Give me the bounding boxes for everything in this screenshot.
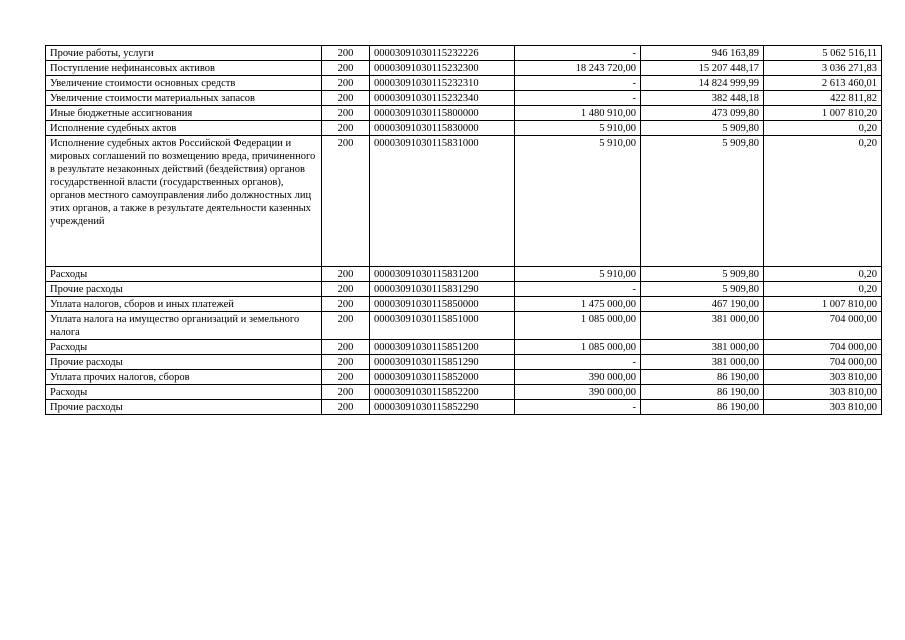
row-line-code: 200	[322, 355, 370, 370]
row-unexecuted: 0,20	[764, 282, 882, 297]
row-budget-code: 00003091030115851290	[370, 355, 515, 370]
table-row	[46, 136, 882, 267]
row-name: Уплата налога на имущество организаций и земельного налога	[46, 312, 322, 340]
row-executed: 381 000,00	[641, 355, 764, 370]
row-line-code: 200	[322, 297, 370, 312]
row-executed: 5 909,80	[641, 121, 764, 136]
row-name: Расходы	[46, 385, 322, 400]
row-unexecuted: 1 007 810,00	[764, 297, 882, 312]
row-executed: 86 190,00	[641, 385, 764, 400]
row-unexecuted: 303 810,00	[764, 370, 882, 385]
row-executed: 381 000,00	[641, 312, 764, 340]
row-budget-code: 00003091030115852200	[370, 385, 515, 400]
row-name: Прочие расходы	[46, 355, 322, 370]
table-row	[46, 355, 882, 370]
row-executed: 946 163,89	[641, 46, 764, 61]
row-name: Исполнение судебных актов Российской Федерации и мировых соглашений по возмещению вреда, причиненного в результате незаконных действий (бездействия) органов государственной власти (государственных органов), органов местного самоуправления либо должностных лиц этих органов, а также в результате деятельности казенных учреждений	[46, 136, 322, 267]
row-name: Прочие расходы	[46, 282, 322, 297]
row-budget-code: 00003091030115800000	[370, 106, 515, 121]
row-approved: 1 085 000,00	[515, 312, 641, 340]
table-row	[46, 312, 882, 340]
row-executed: 5 909,80	[641, 267, 764, 282]
row-executed: 15 207 448,17	[641, 61, 764, 76]
row-line-code: 200	[322, 121, 370, 136]
row-approved: 390 000,00	[515, 370, 641, 385]
row-unexecuted: 1 007 810,20	[764, 106, 882, 121]
row-line-code: 200	[322, 106, 370, 121]
row-line-code: 200	[322, 370, 370, 385]
row-budget-code: 00003091030115831200	[370, 267, 515, 282]
row-line-code: 200	[322, 76, 370, 91]
row-approved: -	[515, 282, 641, 297]
row-budget-code: 00003091030115852290	[370, 400, 515, 415]
table-body	[46, 46, 882, 415]
table-row	[46, 370, 882, 385]
row-budget-code: 00003091030115232226	[370, 46, 515, 61]
row-name: Расходы	[46, 267, 322, 282]
table-row	[46, 400, 882, 415]
table-row	[46, 106, 882, 121]
row-unexecuted: 2 613 460,01	[764, 76, 882, 91]
row-name: Прочие расходы	[46, 400, 322, 415]
row-name: Увеличение стоимости материальных запасов	[46, 91, 322, 106]
row-name: Поступление нефинансовых активов	[46, 61, 322, 76]
table-row	[46, 76, 882, 91]
row-line-code: 200	[322, 61, 370, 76]
row-line-code: 200	[322, 267, 370, 282]
row-executed: 86 190,00	[641, 370, 764, 385]
row-budget-code: 00003091030115232300	[370, 61, 515, 76]
row-approved: -	[515, 355, 641, 370]
row-executed: 381 000,00	[641, 340, 764, 355]
row-approved: 390 000,00	[515, 385, 641, 400]
row-name: Уплата прочих налогов, сборов	[46, 370, 322, 385]
table-row	[46, 282, 882, 297]
row-unexecuted: 303 810,00	[764, 385, 882, 400]
table-row	[46, 297, 882, 312]
row-executed: 86 190,00	[641, 400, 764, 415]
row-line-code: 200	[322, 136, 370, 267]
row-name: Уплата налогов, сборов и иных платежей	[46, 297, 322, 312]
table-row	[46, 61, 882, 76]
row-line-code: 200	[322, 400, 370, 415]
row-executed: 382 448,18	[641, 91, 764, 106]
row-budget-code: 00003091030115831000	[370, 136, 515, 267]
row-approved: -	[515, 400, 641, 415]
row-approved: 5 910,00	[515, 136, 641, 267]
row-approved: -	[515, 91, 641, 106]
row-line-code: 200	[322, 340, 370, 355]
row-name: Прочие работы, услуги	[46, 46, 322, 61]
row-name: Иные бюджетные ассигнования	[46, 106, 322, 121]
row-unexecuted: 5 062 516,11	[764, 46, 882, 61]
row-budget-code: 00003091030115852000	[370, 370, 515, 385]
row-approved: 5 910,00	[515, 121, 641, 136]
row-name: Исполнение судебных актов	[46, 121, 322, 136]
row-budget-code: 00003091030115232340	[370, 91, 515, 106]
row-approved: 1 475 000,00	[515, 297, 641, 312]
row-name: Расходы	[46, 340, 322, 355]
row-unexecuted: 704 000,00	[764, 340, 882, 355]
table-row	[46, 91, 882, 106]
row-approved: -	[515, 46, 641, 61]
row-unexecuted: 3 036 271,83	[764, 61, 882, 76]
row-approved: 1 085 000,00	[515, 340, 641, 355]
row-unexecuted: 422 811,82	[764, 91, 882, 106]
row-unexecuted: 704 000,00	[764, 312, 882, 340]
row-budget-code: 00003091030115830000	[370, 121, 515, 136]
row-executed: 5 909,80	[641, 282, 764, 297]
row-unexecuted: 0,20	[764, 136, 882, 267]
row-unexecuted: 0,20	[764, 121, 882, 136]
row-line-code: 200	[322, 312, 370, 340]
row-name: Увеличение стоимости основных средств	[46, 76, 322, 91]
table-row	[46, 340, 882, 355]
row-approved: -	[515, 76, 641, 91]
row-unexecuted: 303 810,00	[764, 400, 882, 415]
row-line-code: 200	[322, 46, 370, 61]
row-approved: 1 480 910,00	[515, 106, 641, 121]
row-budget-code: 00003091030115851200	[370, 340, 515, 355]
row-approved: 5 910,00	[515, 267, 641, 282]
row-line-code: 200	[322, 282, 370, 297]
row-unexecuted: 0,20	[764, 267, 882, 282]
row-line-code: 200	[322, 385, 370, 400]
table-row	[46, 121, 882, 136]
row-executed: 5 909,80	[641, 136, 764, 267]
budget-execution-table	[45, 45, 882, 415]
row-executed: 14 824 999,99	[641, 76, 764, 91]
table-row	[46, 267, 882, 282]
row-budget-code: 00003091030115850000	[370, 297, 515, 312]
row-budget-code: 00003091030115831290	[370, 282, 515, 297]
table-row	[46, 46, 882, 61]
row-budget-code: 00003091030115232310	[370, 76, 515, 91]
row-approved: 18 243 720,00	[515, 61, 641, 76]
row-executed: 467 190,00	[641, 297, 764, 312]
row-budget-code: 00003091030115851000	[370, 312, 515, 340]
row-executed: 473 099,80	[641, 106, 764, 121]
table-row	[46, 385, 882, 400]
row-unexecuted: 704 000,00	[764, 355, 882, 370]
row-line-code: 200	[322, 91, 370, 106]
